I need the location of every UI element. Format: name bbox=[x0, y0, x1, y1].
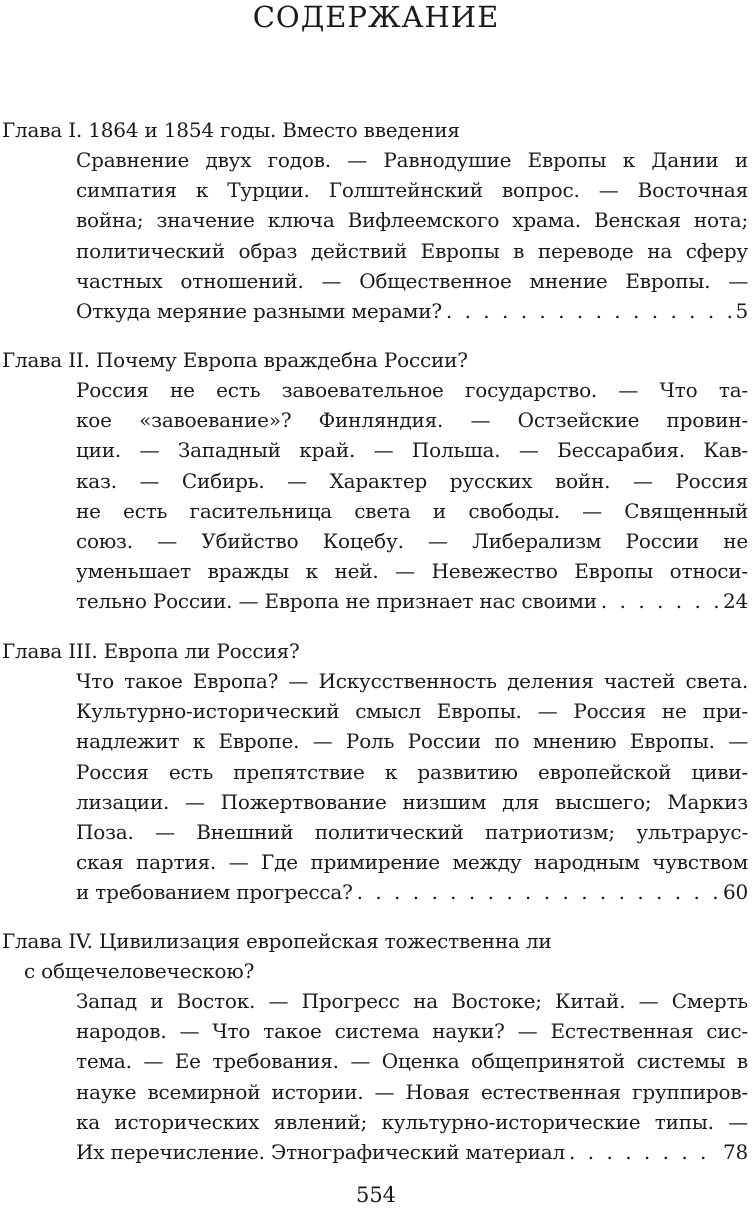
chapter-heading-continuation: с общечеловеческою? bbox=[24, 959, 255, 983]
summary-line: Что такое Европа? — Искусственность деления частей света. bbox=[76, 669, 748, 693]
page-reference: 24 bbox=[722, 589, 748, 614]
page-reference: 5 bbox=[735, 299, 748, 324]
page-reference: 78 bbox=[722, 1140, 748, 1165]
chapter-heading: Глава II. Почему Европа враждебна России? bbox=[2, 348, 468, 372]
summary-line: кое «завоевание»? Финляндия. — Остзейские провин- bbox=[76, 408, 748, 433]
dot-leader bbox=[446, 296, 732, 326]
summary-line: ка исторических явлений; культурно-исторические типы. — bbox=[76, 1109, 748, 1134]
summary-line: тельно России. — Европа не признает нас своими bbox=[76, 589, 597, 614]
summary-line: политический образ действий Европы в переводе на сферу bbox=[76, 238, 748, 263]
chapter-summary bbox=[0, 375, 752, 617]
summary-line: народов. — Что такое система науки? — Естественная сис- bbox=[76, 1019, 748, 1044]
chapter-summary bbox=[0, 986, 752, 1167]
summary-last-line bbox=[76, 1137, 748, 1167]
summary-last-line bbox=[76, 296, 748, 326]
summary-line: лизации. — Пожертвование низшим для высшего; Маркиз bbox=[76, 789, 748, 814]
summary-line: Россия не есть завоевательное государство. — Что та- bbox=[76, 378, 748, 402]
summary-line: каз. — Сибирь. — Характер русских войн. — Россия bbox=[76, 468, 748, 493]
summary-line: война; значение ключа Вифлеемского храма. Венская нота; bbox=[76, 208, 748, 233]
chapter-heading: Глава I. 1864 и 1854 годы. Вместо введения bbox=[2, 118, 460, 142]
summary-line: тема. — Ее требования. — Оценка общепринятой системы в bbox=[76, 1049, 748, 1074]
summary-line: Россия есть препятствие к развитию европейской циви- bbox=[76, 759, 748, 784]
page-reference: 60 bbox=[722, 880, 748, 905]
toc-entry-chapter-1 bbox=[0, 115, 752, 326]
summary-line: Культурно-исторический смысл Европы. — Россия не при- bbox=[76, 699, 748, 724]
dot-leader bbox=[569, 1137, 719, 1167]
summary-last-line bbox=[76, 586, 748, 616]
chapter-summary bbox=[0, 145, 752, 326]
toc-entry-chapter-2 bbox=[0, 345, 752, 617]
summary-last-line bbox=[76, 877, 748, 907]
dot-leader bbox=[357, 877, 719, 907]
summary-line: союз. — Убийство Коцебу. — Либерализм России не bbox=[76, 529, 748, 554]
summary-line: не есть гасительница света и свободы. — Священный bbox=[76, 498, 748, 523]
dot-leader bbox=[601, 586, 719, 616]
summary-line: Поза. — Внешний политический патриотизм; ультрарус- bbox=[76, 820, 748, 845]
summary-line: и требованием прогресса? bbox=[76, 880, 353, 905]
toc-entry-chapter-4 bbox=[0, 926, 752, 1167]
chapter-summary bbox=[0, 666, 752, 908]
summary-line: частных отношений. — Общественное мнение Европы. — bbox=[76, 268, 748, 293]
summary-line: ции. — Западный край. — Польша. — Бессарабия. Кав- bbox=[76, 438, 748, 463]
summary-line: науке всемирной истории. — Новая естественная группиров- bbox=[76, 1079, 748, 1104]
summary-line: симпатия к Турции. Голштейнский вопрос. — Восточная bbox=[76, 178, 748, 203]
summary-line: Запад и Восток. — Прогресс на Востоке; Китай. — Смерть bbox=[76, 989, 748, 1013]
toc-entry-chapter-3 bbox=[0, 636, 752, 908]
summary-line: Сравнение двух годов. — Равнодушие Европы к Дании и bbox=[76, 148, 748, 172]
chapter-heading-text: Глава IV. Цивилизация европейская тожественна ли bbox=[2, 929, 552, 953]
chapter-heading: Глава III. Европа ли Россия? bbox=[2, 639, 300, 663]
summary-line: уменьшает вражды к ней. — Невежество Европы относи- bbox=[76, 559, 748, 584]
page-title: СОДЕРЖАНИЕ bbox=[252, 0, 500, 34]
chapter-heading bbox=[0, 926, 752, 986]
summary-line: Их перечисление. Этнографический материал bbox=[76, 1140, 566, 1165]
summary-line: ская партия. — Где примирение между народным чувством bbox=[76, 850, 748, 875]
summary-line: Откуда меряние разными мерами? bbox=[76, 299, 442, 324]
summary-line: надлежит к Европе. — Роль России по мнению Европы. — bbox=[76, 729, 748, 754]
page-number: 554 bbox=[355, 1183, 397, 1207]
